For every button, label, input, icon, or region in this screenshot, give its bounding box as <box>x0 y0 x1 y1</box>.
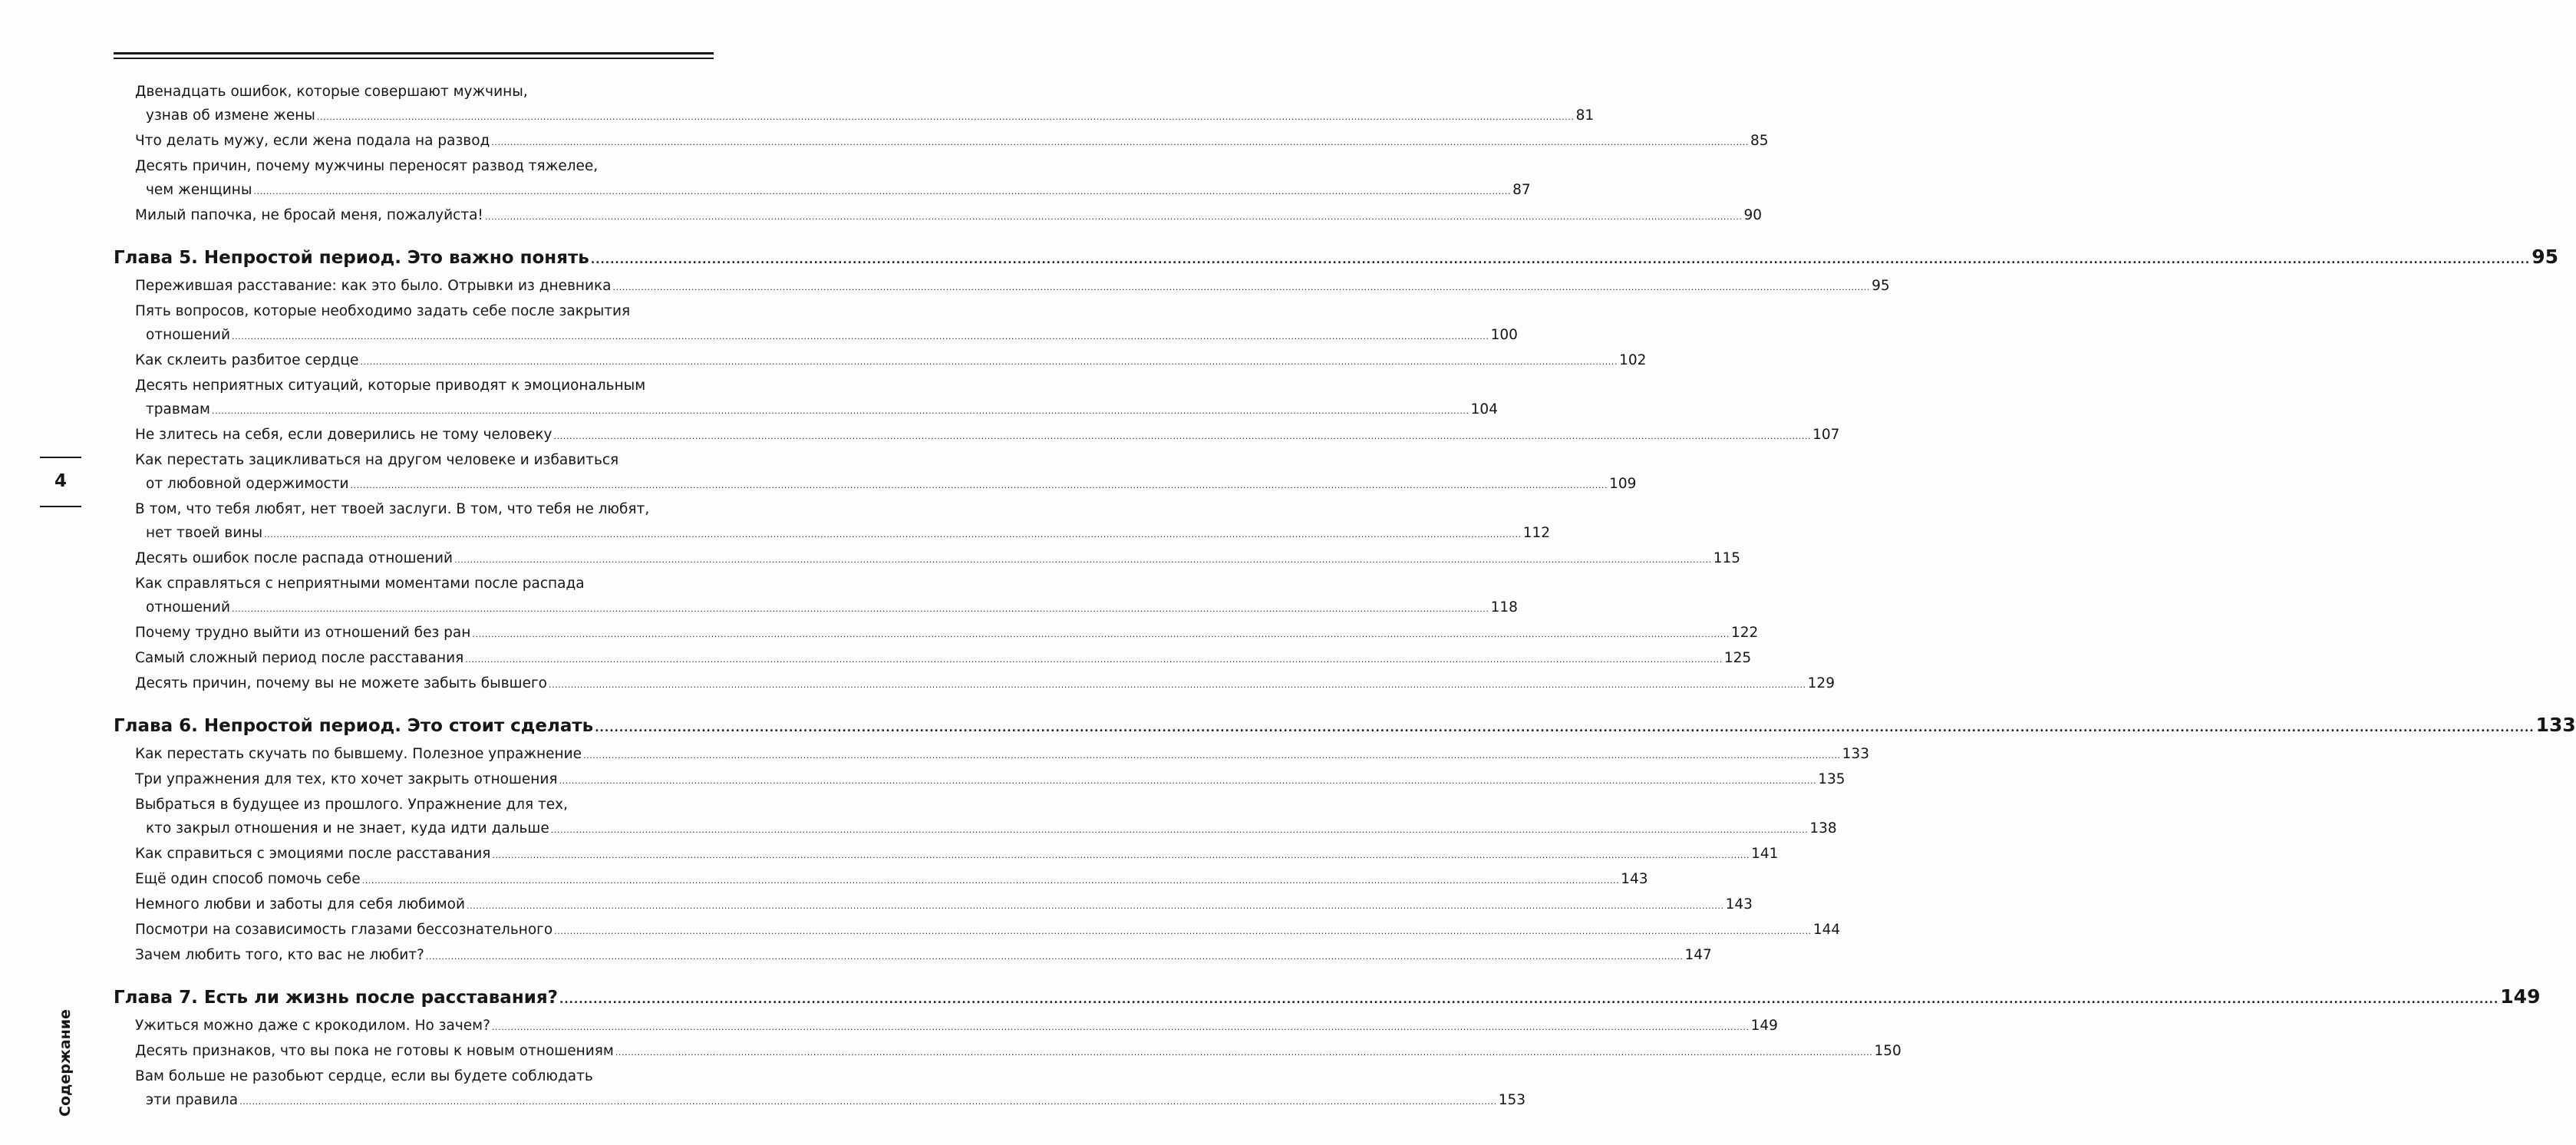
toc-entry[interactable] <box>114 497 1550 546</box>
toc-entry[interactable] <box>114 448 1637 497</box>
table-of-contents <box>114 80 2576 1114</box>
dot-leader: ................................................................................................................................................................................................................................................................................................................................................................................................................ <box>360 357 1618 367</box>
dot-leader: ................................................................................................................................................................................................................................................................................................................................................................................................................ <box>264 530 1522 540</box>
entry-title-line: Вам больше не разобьют сердце, если вы будете соблюдать <box>135 1068 593 1084</box>
entry-title: Не злитесь на себя, если доверились не тому человеку <box>135 427 552 443</box>
entry-title: нет твоей вины <box>146 525 263 541</box>
page-ref: 147 <box>1684 947 1712 963</box>
dot-leader: ................................................................................................................................................................................................................................................................................................................................................................................................................ <box>239 1097 1497 1107</box>
page-ref: 95 <box>2531 246 2558 268</box>
entry-title-line: Выбраться в будущее из прошлого. Упражнение для тех, <box>135 797 568 813</box>
entry-title: эти правила <box>146 1092 239 1108</box>
chapter-title: Глава 6. Непростой период. Это стоит сделать <box>114 716 594 736</box>
dot-leader: ................................................................................................................................................................................................................................................................................................................................................................................................................ <box>550 825 1809 835</box>
page-ref: 81 <box>1575 107 1595 124</box>
toc-entry[interactable] <box>114 646 1752 671</box>
entry-title-line: Двенадцать ошибок, которые совершают мужчины, <box>135 84 528 100</box>
dot-leader: ................................................................................................................................................................................................................................................................................................................................................................................................................ <box>231 332 1489 342</box>
toc-entry[interactable] <box>114 299 1518 348</box>
toc-entry[interactable] <box>114 893 1753 918</box>
page-ref: 129 <box>1807 675 1835 691</box>
entry-title-line: Десять причин, почему мужчины переносят развод тяжелее, <box>135 158 599 174</box>
entry-title: Немного любви и заботы для себя любимой <box>135 896 465 912</box>
entry-title: Три упражнения для тех, кто хочет закрыть отношения <box>135 771 558 787</box>
dot-leader: ................................................................................................................................................................................................................................................................................................................................................................................................................ <box>549 680 1806 690</box>
entry-title: Десять ошибок после распада отношений <box>135 550 454 566</box>
entry-title: Самый сложный период после расставания <box>135 650 464 666</box>
dot-leader: ................................................................................................................................................................................................................................................................................................................................................................................................................ <box>553 431 1812 441</box>
page-ref: 141 <box>1751 846 1779 862</box>
dot-leader: ................................................................................................................................................................................................................................................................................................................................................................................................................ <box>615 1048 1873 1058</box>
entry-title: Как склеить разбитое сердце <box>135 352 359 368</box>
page-ref: 112 <box>1522 525 1550 541</box>
page-ref: 150 <box>1874 1043 1901 1059</box>
toc-entry[interactable] <box>114 80 1595 129</box>
toc-chapter[interactable] <box>114 983 2541 1014</box>
page-ref: 149 <box>1750 1018 1778 1034</box>
dot-leader: ................................................................................................................................................................................................................................................................................................................................................................................................................ <box>612 282 1871 292</box>
dot-leader: ................................................................................................................................................................................................................................................................................................................................................................................................................ <box>212 406 1469 416</box>
entry-title: узнав об измене жены <box>146 107 315 124</box>
page-ref: 125 <box>1723 650 1752 666</box>
header-rule-top <box>114 52 714 54</box>
entry-title: Почему трудно выйти из отношений без ран <box>135 625 471 641</box>
dot-leader: ................................................................................................................................................................................................................................................................................................................................................................................................................ <box>554 926 1812 936</box>
page-ref: 149 <box>2500 985 2541 1008</box>
page-ref: 90 <box>1743 207 1763 223</box>
page-number: 4 <box>54 471 67 491</box>
entry-title: травмам <box>146 401 211 417</box>
toc-entry[interactable] <box>114 1064 1526 1114</box>
dot-leader: ................................................................................................................................................................................................................................................................................................................................................................................................................ <box>350 480 1608 490</box>
entry-title: Десять причин, почему вы не можете забыть бывшего <box>135 675 548 691</box>
dot-leader: ................................................................................................................................................................................................................................................................................................................................................................................................................ <box>559 776 1817 786</box>
toc-entry[interactable] <box>114 918 1841 943</box>
dot-leader: ................................................................................................................................................................................................................................................................................................................................................................................................................ <box>484 212 1743 222</box>
toc-chapter[interactable] <box>114 711 2576 742</box>
page-ref: 153 <box>1498 1092 1526 1108</box>
entry-title-line: Пять вопросов, которые необходимо задать себе после закрытия <box>135 303 631 319</box>
page-number-rule-top <box>40 457 81 458</box>
dot-leader: ................................................................................................................................................................................................................................................................................................................................................................................................................ <box>595 722 2535 734</box>
entry-title: от любовной одержимости <box>146 476 349 492</box>
entry-title: Пережившая расставание: как это было. Отрывки из дневника <box>135 278 612 294</box>
dot-leader: ................................................................................................................................................................................................................................................................................................................................................................................................................ <box>454 555 1712 565</box>
dot-leader: ................................................................................................................................................................................................................................................................................................................................................................................................................ <box>491 1022 1750 1032</box>
dot-leader: ................................................................................................................................................................................................................................................................................................................................................................................................................ <box>472 629 1730 639</box>
page-ref: 95 <box>1872 278 1890 294</box>
toc-entry[interactable] <box>114 742 1869 767</box>
header-rule-bottom <box>114 58 714 59</box>
dot-leader: ................................................................................................................................................................................................................................................................................................................................................................................................................ <box>559 994 2499 1006</box>
toc-entry[interactable] <box>114 374 1498 423</box>
toc-entry[interactable] <box>114 671 1835 697</box>
section-label: Содержание <box>57 1009 74 1117</box>
toc-entry[interactable] <box>114 1014 1778 1039</box>
dot-leader: ................................................................................................................................................................................................................................................................................................................................................................................................................ <box>361 876 1620 886</box>
entry-title: Зачем любить того, кто вас не любит? <box>135 947 424 963</box>
entry-title: Посмотри на созависимость глазами бессознательного <box>135 922 553 938</box>
toc-entry[interactable] <box>114 572 1518 621</box>
entry-title: чем женщины <box>146 182 252 198</box>
page-ref: 118 <box>1490 599 1518 615</box>
toc-entry[interactable] <box>114 943 1712 968</box>
page-ref: 85 <box>1750 133 1769 149</box>
toc-entry[interactable] <box>114 867 1648 893</box>
toc-entry[interactable] <box>114 546 1741 572</box>
dot-leader: ................................................................................................................................................................................................................................................................................................................................................................................................................ <box>316 112 1575 122</box>
page-ref: 144 <box>1812 922 1841 938</box>
chapter-title: Глава 7. Есть ли жизнь после расставания? <box>114 988 558 1008</box>
dot-leader: ................................................................................................................................................................................................................................................................................................................................................................................................................ <box>467 901 1724 911</box>
chapter-title: Глава 5. Непростой период. Это важно понять <box>114 248 589 268</box>
page-ref: 133 <box>2535 714 2576 736</box>
page-ref: 87 <box>1512 182 1531 198</box>
entry-title-line: Как перестать зацикливаться на другом человеке и избавиться <box>135 452 619 468</box>
toc-entry[interactable] <box>114 621 1759 646</box>
toc-entry[interactable] <box>114 203 1763 229</box>
toc-entry[interactable] <box>114 154 1531 203</box>
page-ref: 102 <box>1619 352 1647 368</box>
toc-entry[interactable] <box>114 767 1845 793</box>
dot-leader: ................................................................................................................................................................................................................................................................................................................................................................................................................ <box>231 604 1489 614</box>
entry-title: отношений <box>146 599 230 615</box>
page-ref: 109 <box>1609 476 1637 492</box>
entry-title: Ещё один способ помочь себе <box>135 871 361 887</box>
page-ref: 107 <box>1812 427 1840 443</box>
page-ref: 104 <box>1470 401 1498 417</box>
toc-entry[interactable] <box>114 842 1779 867</box>
dot-leader: ................................................................................................................................................................................................................................................................................................................................................................................................................ <box>491 137 1749 147</box>
toc-entry[interactable] <box>114 129 1769 154</box>
dot-leader: ................................................................................................................................................................................................................................................................................................................................................................................................................ <box>590 254 2531 266</box>
dot-leader: ................................................................................................................................................................................................................................................................................................................................................................................................................ <box>253 186 1512 196</box>
toc-entry[interactable] <box>114 274 1890 299</box>
entry-title: Ужиться можно даже с крокодилом. Но зачем? <box>135 1018 490 1034</box>
page-ref: 122 <box>1731 625 1759 641</box>
entry-title: Милый папочка, не бросай меня, пожалуйста! <box>135 207 483 223</box>
toc-entry[interactable] <box>114 423 1840 448</box>
toc-chapter[interactable] <box>114 243 2558 274</box>
page-ref: 135 <box>1818 771 1845 787</box>
entry-title-line: Десять неприятных ситуаций, которые приводят к эмоциональным <box>135 378 646 394</box>
page-number-rule-bottom <box>40 506 81 507</box>
entry-title: Что делать мужу, если жена подала на развод <box>135 133 490 149</box>
dot-leader: ................................................................................................................................................................................................................................................................................................................................................................................................................ <box>465 655 1723 665</box>
entry-title-line: Как справляться с неприятными моментами после распада <box>135 576 585 592</box>
entry-title-line: В том, что тебя любят, нет твоей заслуги. В том, что тебя не любят, <box>135 501 650 517</box>
entry-title: Как перестать скучать по бывшему. Полезное упражнение <box>135 746 582 762</box>
entry-title: отношений <box>146 327 230 343</box>
toc-entry[interactable] <box>114 1039 1901 1064</box>
dot-leader: ................................................................................................................................................................................................................................................................................................................................................................................................................ <box>583 751 1841 761</box>
dot-leader: ................................................................................................................................................................................................................................................................................................................................................................................................................ <box>492 850 1750 860</box>
page-ref: 100 <box>1490 327 1518 343</box>
toc-entry[interactable] <box>114 348 1647 374</box>
entry-title: кто закрыл отношения и не знает, куда идти дальше <box>146 820 549 836</box>
toc-entry[interactable] <box>114 793 1837 842</box>
page-ref: 138 <box>1809 820 1837 836</box>
page-ref: 143 <box>1725 896 1753 912</box>
dot-leader: ................................................................................................................................................................................................................................................................................................................................................................................................................ <box>425 952 1684 962</box>
page-ref: 133 <box>1842 746 1869 762</box>
page-ref: 143 <box>1621 871 1648 887</box>
page-ref: 115 <box>1713 550 1741 566</box>
entry-title: Десять признаков, что вы пока не готовы к новым отношениям <box>135 1043 614 1059</box>
entry-title: Как справиться с эмоциями после расставания <box>135 846 491 862</box>
